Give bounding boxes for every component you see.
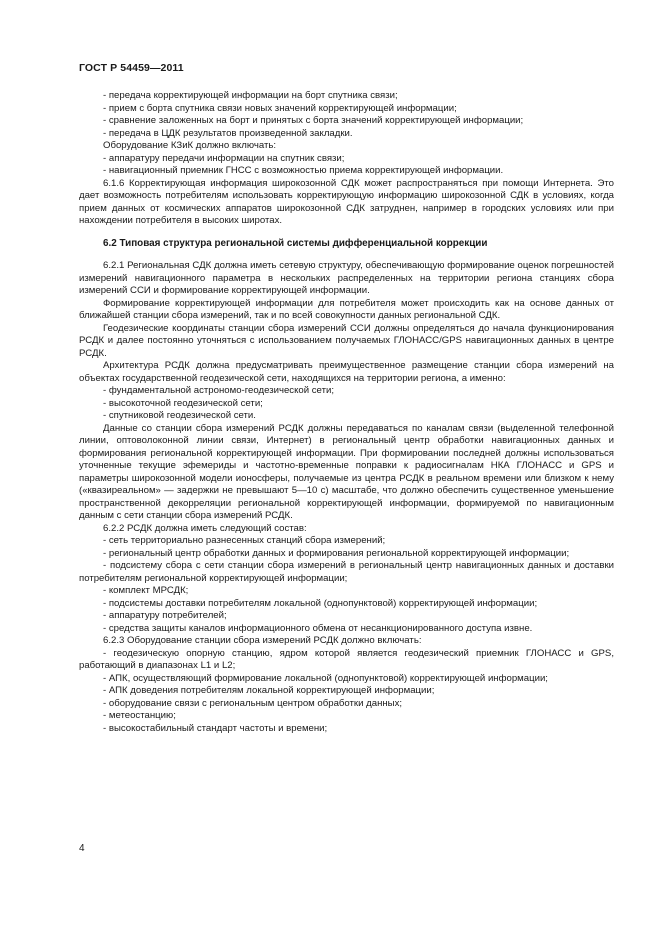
list-item: - аппаратуру потребителей; <box>103 610 227 621</box>
list-item: - метеостанцию; <box>103 710 176 721</box>
list-item: - высокостабильный стандарт частоты и времени; <box>103 722 328 734</box>
list-item: - сравнение заложенных на борт и принятых с борта значений корректирующей информации; <box>103 115 524 126</box>
list-item: - комплект МРСДК; <box>103 585 189 596</box>
list-item: - передача в ЦДК результатов произведенной закладки. <box>103 127 353 139</box>
paragraph: 6.1.6 Корректирующая информация широкозонной СДК может распространяться при помощи Интернета. Это дает возможность потребителям использовать корректирующую информацию широкозонной СДК в условиях, когда прием данных от космических аппаратов широкозонной СДК затруднен, например в городских условиях или при нахождении потребителя в высоких широтах. <box>79 177 614 226</box>
paragraph: Формирование корректирующей информации для потребителя может происходить как на основе данных от ближайшей станции сбора измерений, так и по всей совокупности данных региональной СДК. <box>79 297 614 321</box>
list-item: - сеть территориально разнесенных станций сбора измерений; <box>103 535 386 546</box>
paragraph: 6.2.3 Оборудование станции сбора измерений РСДК должно включать: <box>103 635 422 646</box>
list-item: - передача корректирующей информации на борт спутника связи; <box>103 90 398 101</box>
list-item: - прием с борта спутника связи новых значений корректирующей информации; <box>103 102 457 114</box>
document-body <box>79 90 614 735</box>
list-item: - подсистему сбора с сети станции сбора измерений в региональный центр навигационных данных и доставки потребителям региональной корректирующей информации; <box>79 560 614 584</box>
list-item: - спутниковой геодезической сети. <box>103 410 256 421</box>
page-header: ГОСТ Р 54459—2011 <box>79 62 184 74</box>
page-number: 4 <box>79 843 85 854</box>
list-item: - подсистемы доставки потребителям локальной (однопунктовой) корректирующей информации; <box>103 597 538 609</box>
list-item: - оборудование связи с региональным центром обработки данных; <box>103 697 403 709</box>
paragraph: Данные со станции сбора измерений РСДК должны передаваться по каналам связи (выделенной телефонной линии, оптоволоконной линии связи, Интернет) в региональный центр обработки навигационных данных и формирования региональной корректирующей информации. При формировании последней должны использоваться уточненные текущие эфемериды и частотно-временные поправки к радиосигналам НКА ГЛОНАСС и GPS и параметры широкозонной модели ионосферы, получаемые из центра РСДК в реальном времени или близком к нему («квазиреальном» — задержки не превышают 5—10 с) масштабе, что должно обеспечить существенное уменьшение пространственной декорреляции региональной корректирующей информации, формируемой по навигационным данным с сети станции сбора измерений РСДК. <box>79 422 614 521</box>
paragraph: Оборудование КЗиК должно включать: <box>103 140 277 151</box>
paragraph: Геодезические координаты станции сбора измерений ССИ должны определяться до начала функционирования РСДК и далее постоянно уточняться с использованием получаемых ГЛОНАСС/GPS навигационных данных в центре РСДК. <box>79 322 614 359</box>
list-item: - средства защиты каналов информационного обмена от несанкционированного доступа извне. <box>103 622 533 634</box>
list-item: - АПК доведения потребителям локальной корректирующей информации; <box>103 685 435 696</box>
list-item: - региональный центр обработки данных и формирования региональной корректирующей информации; <box>103 547 570 559</box>
list-item: - АПК, осуществляющий формирование локальной (однопунктовой) корректирующей информации; <box>103 672 548 684</box>
list-item: - фундаментальной астрономо-геодезической сети; <box>103 385 334 396</box>
list-item: - геодезическую опорную станцию, ядром которой является геодезический приемник ГЛОНАСС и GPS, работающий в диапазонах L1 и L2; <box>79 647 614 671</box>
list-item: - высокоточной геодезической сети; <box>103 397 263 409</box>
paragraph: 6.2.2 РСДК должна иметь следующий состав: <box>103 522 307 534</box>
paragraph: 6.2.1 Региональная СДК должна иметь сетевую структуру, обеспечивающую формирование оценок погрешностей измерений навигационного параметра в нескольких распределенных на территории региона станциях сбора измерений ССИ и формирование корректирующей информации. <box>79 260 614 296</box>
list-item: - аппаратуру передачи информации на спутник связи; <box>103 152 345 164</box>
list-item: - навигационный приемник ГНСС с возможностью приема корректирующей информации. <box>103 165 504 176</box>
paragraph: Архитектура РСДК должна предусматривать преимущественное размещение станции сбора измерений на объектах государственной геодезической сети, находящихся на территории региона, а именно: <box>79 360 614 384</box>
section-heading: 6.2 Типовая структура региональной системы дифференциальной коррекции <box>103 237 488 249</box>
